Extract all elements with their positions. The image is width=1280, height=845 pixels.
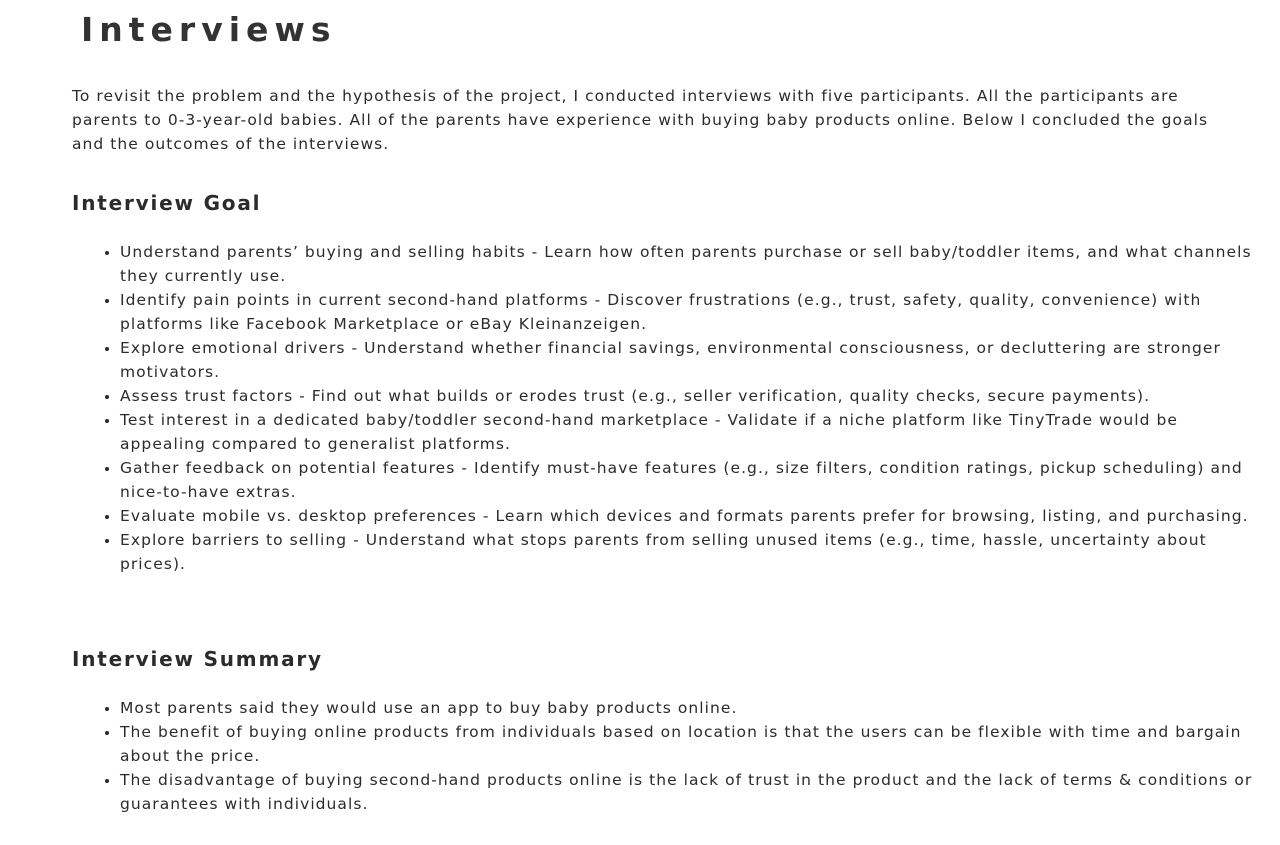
page-title: Interviews bbox=[81, 10, 337, 49]
summary-list-item: The benefit of buying online products from individuals based on location is that the users can be flexible with time and bargain about the price. bbox=[120, 720, 1260, 768]
goal-list-item: Test interest in a dedicated baby/toddler second-hand marketplace - Validate if a niche platform like TinyTrade would be appealing compared to generalist platforms. bbox=[120, 408, 1260, 456]
goal-list-item: Assess trust factors - Find out what builds or erodes trust (e.g., seller verification, quality checks, secure payments). bbox=[120, 384, 1260, 408]
summary-list-item: The disadvantage of buying second-hand products online is the lack of trust in the product and the lack of terms & conditions or guarantees with individuals. bbox=[120, 768, 1260, 816]
goal-list-item: Evaluate mobile vs. desktop preferences - Learn which devices and formats parents prefer for browsing, listing, and purchasing. bbox=[120, 504, 1260, 528]
goal-list-item: Identify pain points in current second-hand platforms - Discover frustrations (e.g., trust, safety, quality, convenience) with platforms like Facebook Marketplace or eBay Kleinanzeigen. bbox=[120, 288, 1260, 336]
intro-paragraph: To revisit the problem and the hypothesis of the project, I conducted interviews with five participants. All the participants are parents to 0-3-year-old babies. All of the parents have experience with buying baby products online. Below I concluded the goals and the outcomes of the interviews. bbox=[72, 87, 1209, 153]
summary-list-item: Most parents said they would use an app to buy baby products online. bbox=[120, 696, 1260, 720]
interview-goal-list bbox=[72, 240, 1260, 576]
goal-list-item: Gather feedback on potential features - Identify must-have features (e.g., size filters, condition ratings, pickup scheduling) and nice-to-have extras. bbox=[120, 456, 1260, 504]
goal-list-item: Explore emotional drivers - Understand whether financial savings, environmental consciousness, or decluttering are stronger motivators. bbox=[120, 336, 1260, 384]
interview-goal-heading: Interview Goal bbox=[72, 191, 262, 215]
interview-summary-heading: Interview Summary bbox=[72, 647, 323, 671]
interview-summary-list bbox=[72, 696, 1260, 816]
goal-list-item: Explore barriers to selling - Understand what stops parents from selling unused items (e.g., time, hassle, uncertainty about prices). bbox=[120, 528, 1260, 576]
goal-list-item: Understand parents’ buying and selling habits - Learn how often parents purchase or sell baby/toddler items, and what channels they currently use. bbox=[120, 240, 1260, 288]
